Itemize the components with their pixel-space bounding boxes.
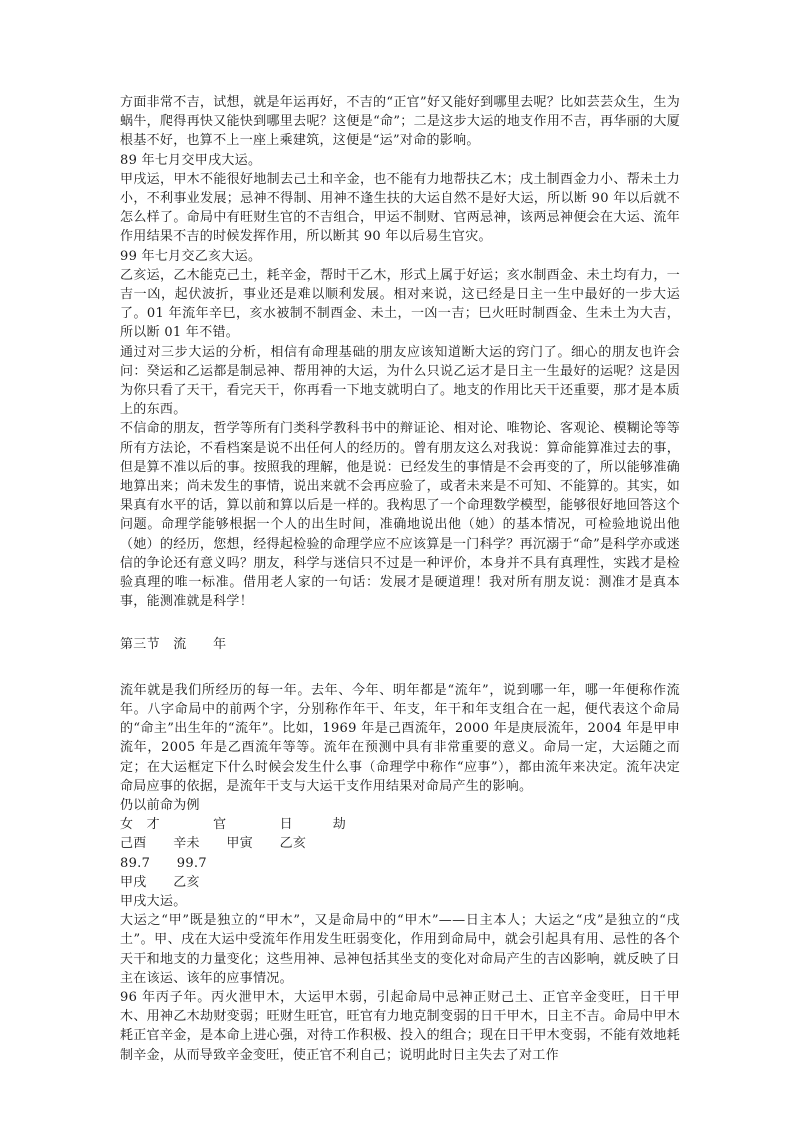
- bazi-chart-row: 女 才 官 日 劫: [120, 817, 347, 833]
- body-paragraph: 96 年丙子年。丙火泄甲木，大运甲木弱，引起命局中忌神正财己土、正官辛金变旺，日干甲木、用神乙木劫财变弱；旺财生旺官，旺官有力地克制变弱的日干甲木，日主不吉。命局中甲木耗正官辛金，是本命上进心强，对待工作积极、投入的组合；现在日干甲木变弱，不能有效地耗制辛金，从而导致辛金变旺，使正官不利自己；说明此时日主失去了对工作: [120, 989, 680, 1063]
- body-paragraph: 通过对三步大运的分析，相信有命理基础的朋友应该知道断大运的窍门了。细心的朋友也许会问：癸运和乙运都是制忌神、帮用神的大运，为什么只说乙运才是日主一生最好的运呢？这是因为你只看了天干，看完天干，你再看一下地支就明白了。地支的作用比天干还重要，那才是本质上的东西。: [120, 344, 680, 418]
- body-paragraph: 甲戌运，甲木不能很好地制去己土和辛金，也不能有力地帮扶乙木；戌土制酉金力小、帮未土力小，不利事业发展；忌神不得制、用神不逢生扶的大运自然不是好大运，所以断 90 年以后就不怎么样了。命局中有旺财生官的不吉组合，甲运不制财、官两忌神，该两忌神便会在大运、流年作用结果不吉的时候发挥作用，所以断其 90 年以后易生官灾。: [120, 171, 680, 245]
- body-paragraph: 99 年七月交乙亥大运。: [120, 248, 262, 264]
- body-paragraph: 89 年七月交甲戌大运。: [120, 152, 262, 168]
- body-paragraph: 流年就是我们所经历的每一年。去年、今年、明年都是“流年”，说到哪一年，哪一年便称作流年。八字命局中的前两个字，分别称作年干、年支，年干和年支组合在一起，便代表这个命局的“命主”出生年的“流年”。比如，1969 年是己酉流年，2000 年是庚辰流年，2004 年是甲申流年，2005 年是乙酉流年等等。流年在预测中具有非常重要的意义。命局一定，大运随之而定；在大运框定下什么时候会发生什么事（命理学中称作“应事”），都由流年来决定。流年决定命局应事的依据，是流年干支与大运干支作用结果对命局产生的影响。: [120, 682, 680, 794]
- body-paragraph: 方面非常不吉，试想，就是年运再好，不吉的“正官”好又能好到哪里去呢？比如芸芸众生，生为蜗牛，爬得再快又能快到哪里去呢？这便是“命”；二是这步大运的地支作用不吉，再华丽的大厦根基不好，也算不上一座上乘建筑，这便是“运”对命的影响。: [120, 95, 680, 149]
- body-paragraph: 甲戌大运。: [120, 893, 187, 909]
- document-page: [120, 93, 680, 1065]
- bazi-chart-row: 己酉 辛未 甲寅 乙亥: [120, 836, 307, 852]
- body-paragraph: 仍以前命为例: [120, 797, 200, 813]
- body-paragraph: 大运之“甲”既是独立的“甲木”，又是命局中的“甲木”——日主本人；大运之“戌”是独立的“戌土”。甲、戌在大运中受流年作用发生旺弱变化，作用到命局中，就会引起具有用、忌性的各个天干和地支的力量变化；这些用神、忌神包括其坐支的变化对命局产生的吉凶影响，就反映了日主在该运、该年的应事情况。: [120, 913, 680, 986]
- body-paragraph: 乙亥运，乙木能克己土，耗辛金，帮时干乙木，形式上属于好运；亥水制酉金、未土均有力，一吉一凶，起伏波折，事业还是难以顺利发展。相对来说，这已经是日主一生中最好的一步大运了。01 年流年辛巳，亥水被制不制酉金、未土，一凶一吉；巳火旺时制酉金、生未土为大吉，所以断 01 年不错。: [120, 267, 680, 341]
- section-heading: 第三节 流 年: [120, 637, 227, 653]
- bazi-chart-row: 89.7 99.7: [120, 855, 207, 871]
- body-paragraph: 不信命的朋友，哲学等所有门类科学教科书中的辩证论、相对论、唯物论、客观论、模糊论等等所有方法论，不看档案是说不出任何人的经历的。曾有朋友这么对我说：算命能算准过去的事，但是算不准以后的事。按照我的理解，他是说：已经发生的事情是不会再变的了，所以能够准确地算出来；尚未发生的事情，说出来就不会再应验了，或者未来是不可知、不能算的。其实，如果真有水平的话，算以前和算以后是一样的。我构思了一个命理数学模型，能够很好地回答这个问题。命理学能够根据一个人的出生时间，准确地说出他（她）的基本情况，可检验地说出他（她）的经历，您想，经得起检验的命理学应不应该算是一门科学？再沉溺于“命”是科学亦或迷信的争论还有意义吗？朋友，科学与迷信只不过是一种评价，本身并不具有真理性，实践才是检验真理的唯一标准。借用老人家的一句话：发展才是硬道理！我对所有朋友说：测准才是真本事，能测准就是科学！: [120, 421, 680, 610]
- bazi-chart-row: 甲戌 乙亥: [120, 874, 200, 890]
